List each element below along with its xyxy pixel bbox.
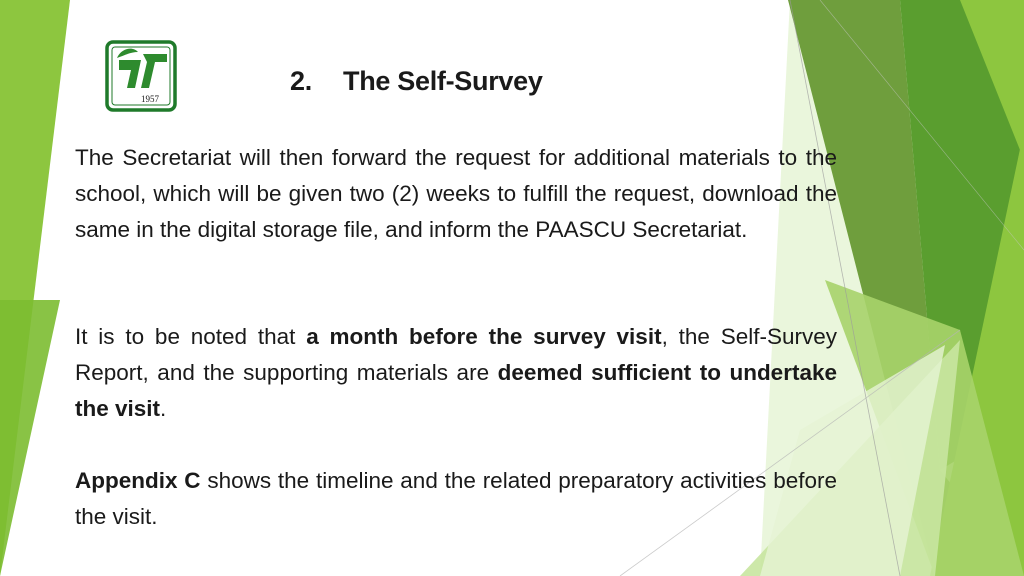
logo-year: 1957 (141, 94, 159, 104)
paragraph-secretariat: The Secretariat will then forward the request for additional materials to the school, which will be given two (2) weeks to fulfill the request, download the same in the digital storage file, and inform the PAASCU Secretariat. (75, 145, 837, 242)
note-text-2: , the Self-Survey Report, and the supporting materials are (75, 324, 837, 385)
school-logo (105, 40, 177, 112)
left-lower-triangle (0, 300, 60, 576)
title-text: The Self-Survey (343, 66, 543, 96)
title-number: 2. (290, 66, 312, 96)
page-title (290, 66, 543, 97)
note-bold-1: a month before the survey visit (306, 324, 662, 349)
note-bold-2: deemed sufficient to undertake the visit (75, 360, 837, 421)
note-text-1: It is to be noted that (75, 324, 307, 349)
paragraph-appendix (75, 463, 837, 535)
note-text-3: . (160, 396, 167, 421)
appendix-text: shows the timeline and the related preparatory activities before the visit. (75, 468, 837, 529)
paragraph-note (75, 319, 837, 427)
appendix-bold: Appendix C (75, 468, 201, 493)
